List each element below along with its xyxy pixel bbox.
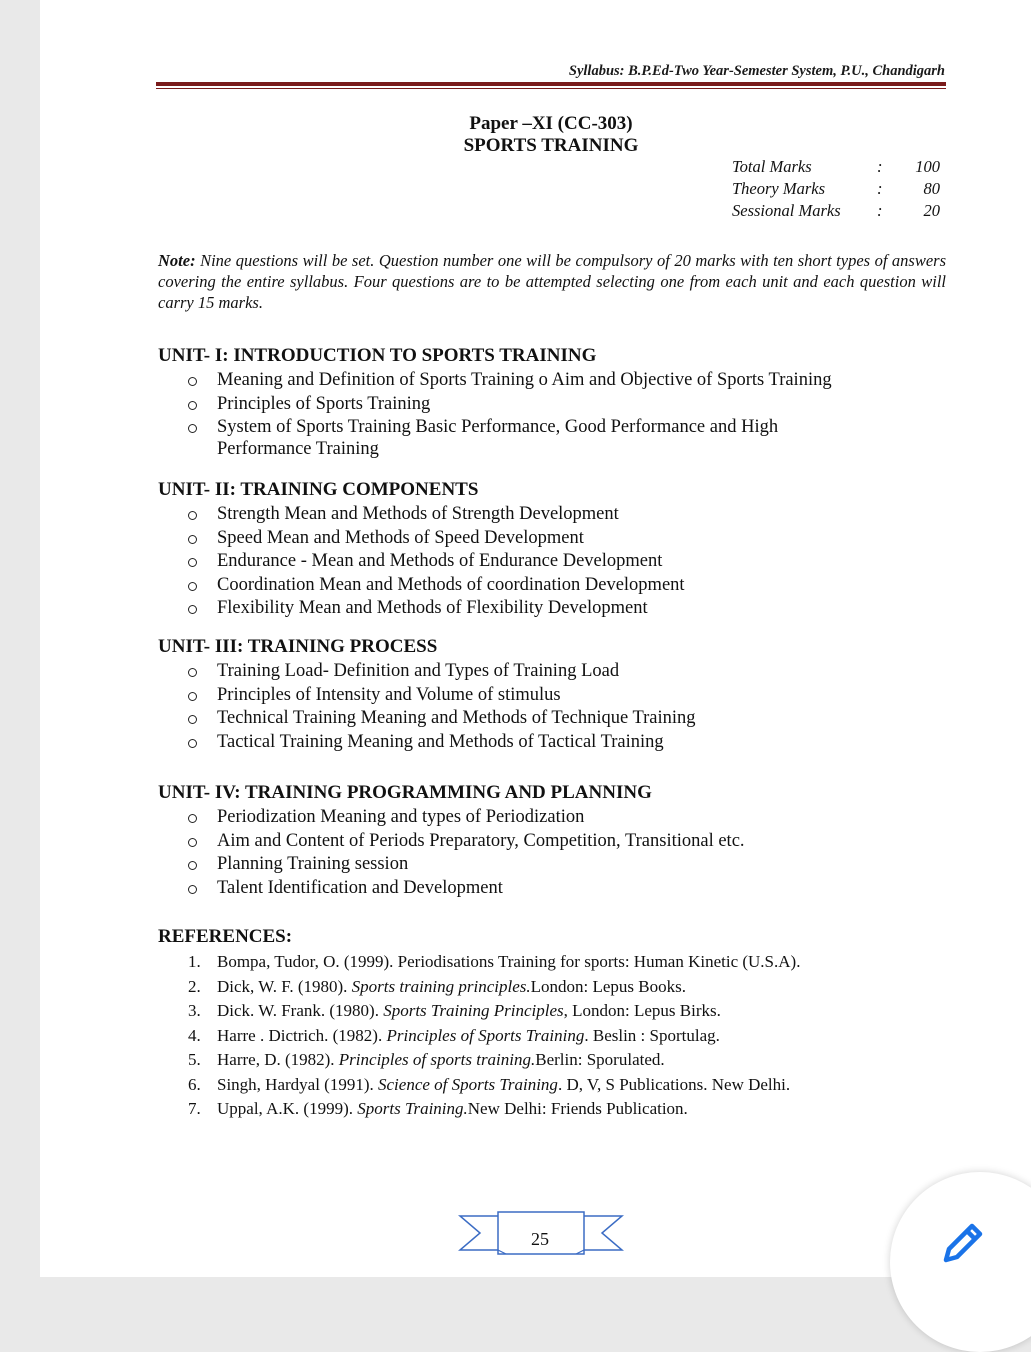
- reference-work-title: Science of Sports Training: [378, 1074, 558, 1094]
- reference-work-title: Sports training principles.: [351, 976, 531, 996]
- marks-label: Total Marks: [732, 157, 812, 176]
- circle-bullet-icon: [188, 535, 197, 544]
- unit-topic-list: [158, 369, 958, 460]
- reference-publisher: New Delhi: Friends Publication.: [467, 1099, 688, 1118]
- paper-code: Paper –XI (CC-303): [469, 113, 633, 134]
- marks-row: [732, 179, 952, 201]
- marks-separator: :: [877, 201, 883, 220]
- circle-bullet-icon: [188, 582, 197, 591]
- reference-publisher: . D, V, S Publications. New Delhi.: [557, 1074, 791, 1094]
- unit-2: [158, 479, 958, 621]
- list-item: [158, 550, 958, 572]
- exam-note: [158, 250, 946, 313]
- circle-bullet-icon: [188, 715, 197, 724]
- running-header: Syllabus: B.P.Ed-Two Year-Semester System, P.U., Chandigarh: [568, 63, 945, 79]
- reference-publisher: London: Lepus Books.: [530, 976, 686, 996]
- document-page: [40, 0, 1031, 1277]
- reference-publisher: , London: Lepus Birks.: [563, 1001, 721, 1020]
- reference-text: Bompa, Tudor, O. (1999). Periodisations Training for sports: Human Kinetic (U.S.A).: [217, 952, 801, 971]
- note-label: Note:: [158, 251, 196, 270]
- list-item: [158, 369, 958, 391]
- reference-item: [158, 1025, 958, 1047]
- circle-bullet-icon: [188, 861, 197, 870]
- reference-item: [158, 1098, 958, 1120]
- list-item: [158, 707, 958, 729]
- unit-topic-list: [158, 503, 958, 619]
- reference-item: [158, 976, 958, 998]
- topic-text: Endurance - Mean and Methods of Endurance Development: [217, 551, 663, 571]
- references-section: [158, 926, 958, 1123]
- reference-work-title: Sports Training.: [357, 1099, 468, 1118]
- circle-bullet-icon: [188, 605, 197, 614]
- marks-label: Sessional Marks: [732, 201, 841, 220]
- references-list: [158, 951, 958, 1120]
- reference-work-title: Principles of Sports Training: [386, 1025, 585, 1045]
- reference-number: 5.: [188, 1050, 201, 1069]
- circle-bullet-icon: [188, 885, 197, 894]
- circle-bullet-icon: [188, 424, 197, 433]
- marks-row: [732, 201, 952, 223]
- circle-bullet-icon: [188, 838, 197, 847]
- reference-number: 3.: [188, 1001, 201, 1020]
- unit-title: UNIT- II: TRAINING COMPONENTS: [158, 479, 479, 500]
- reference-text: Harre, D. (1982).: [217, 1050, 339, 1069]
- list-item: [158, 684, 958, 706]
- circle-bullet-icon: [188, 814, 197, 823]
- reference-number: 4.: [188, 1025, 201, 1045]
- marks-separator: :: [877, 179, 883, 198]
- topic-text: Principles of Sports Training: [217, 393, 431, 414]
- circle-bullet-icon: [188, 401, 197, 410]
- list-item: [158, 597, 958, 619]
- list-item: [158, 830, 958, 852]
- list-item: [158, 574, 958, 596]
- marks-value: 100: [915, 157, 940, 176]
- reference-number: 2.: [188, 976, 201, 996]
- list-item: [158, 660, 958, 682]
- unit-4: [158, 782, 958, 900]
- page-number: 25: [531, 1229, 549, 1249]
- circle-bullet-icon: [188, 692, 197, 701]
- note-text: Nine questions will be set. Question number one will be compulsory of 20 marks with ten short types of answers covering the entire syllabus. Four questions are to be attempted selecting one from each unit and each question will carry 15 marks.: [158, 251, 946, 312]
- topic-text: System of Sports Training Basic Performance, Good Performance and High Performance Training: [217, 417, 779, 459]
- list-item: [158, 503, 958, 525]
- unit-title: UNIT- IV: TRAINING PROGRAMMING AND PLANNING: [158, 782, 652, 803]
- circle-bullet-icon: [188, 668, 197, 677]
- marks-separator: :: [877, 157, 883, 176]
- references-title: REFERENCES:: [158, 926, 293, 947]
- topic-text: Tactical Training Meaning and Methods of Tactical Training: [217, 731, 664, 752]
- reference-work-title: Sports Training Principles: [383, 1001, 564, 1020]
- reference-number: 7.: [188, 1099, 201, 1118]
- circle-bullet-icon: [188, 739, 197, 748]
- topic-text: Flexibility Mean and Methods of Flexibility Development: [217, 598, 648, 618]
- topic-text: Technical Training Meaning and Methods of Technique Training: [217, 708, 696, 728]
- list-item: [158, 806, 958, 828]
- marks-value: 20: [923, 201, 940, 220]
- topic-text: Periodization Meaning and types of Periodization: [217, 807, 585, 827]
- topic-text: Training Load- Definition and Types of Training Load: [217, 661, 620, 681]
- unit-title: UNIT- III: TRAINING PROCESS: [158, 636, 438, 657]
- reference-text: Singh, Hardyal (1991).: [217, 1074, 379, 1094]
- unit-1: [158, 345, 958, 462]
- list-item: [158, 527, 958, 549]
- topic-text: Planning Training session: [217, 854, 409, 874]
- reference-text: Dick, W. F. (1980).: [217, 976, 352, 996]
- topic-text: Principles of Intensity and Volume of stimulus: [217, 684, 561, 705]
- unit-topic-list: [158, 806, 958, 899]
- reference-publisher: . Beslin : Sportulag.: [584, 1025, 720, 1045]
- topic-text: Aim and Content of Periods Preparatory, Competition, Transitional etc.: [217, 830, 745, 851]
- list-item: [158, 393, 958, 415]
- list-item: [158, 416, 797, 460]
- reference-number: 1.: [188, 952, 201, 971]
- circle-bullet-icon: [188, 558, 197, 567]
- list-item: [158, 731, 958, 753]
- marks-row: [732, 157, 952, 179]
- reference-text: Harre . Dictrich. (1982).: [217, 1025, 387, 1045]
- header-rule-thin: [156, 88, 946, 89]
- marks-label: Theory Marks: [732, 179, 826, 198]
- pencil-icon: [936, 1218, 988, 1270]
- reference-item: [158, 951, 958, 973]
- list-item: [158, 853, 958, 875]
- marks-value: 80: [923, 179, 940, 198]
- topic-text: Meaning and Definition of Sports Training o Aim and Objective of Sports Training: [217, 370, 832, 390]
- reference-item: [158, 1049, 958, 1071]
- reference-work-title: Principles of sports training.: [338, 1050, 536, 1069]
- topic-text: Coordination Mean and Methods of coordination Development: [217, 574, 685, 595]
- unit-title: UNIT- I: INTRODUCTION TO SPORTS TRAINING: [158, 345, 597, 366]
- list-item: [158, 877, 958, 899]
- reference-number: 6.: [188, 1074, 201, 1094]
- reference-publisher: Berlin: Sporulated.: [535, 1050, 665, 1069]
- unit-3: [158, 636, 958, 754]
- unit-topic-list: [158, 660, 958, 753]
- reference-item: [158, 1000, 958, 1022]
- marks-table: [732, 157, 952, 223]
- topic-text: Strength Mean and Methods of Strength Development: [217, 504, 619, 524]
- paper-subject: SPORTS TRAINING: [463, 135, 639, 156]
- reference-item: [158, 1074, 958, 1096]
- header-rule: [156, 82, 946, 86]
- circle-bullet-icon: [188, 377, 197, 386]
- topic-text: Talent Identification and Development: [217, 877, 503, 898]
- reference-text: Uppal, A.K. (1999).: [217, 1099, 358, 1118]
- reference-text: Dick. W. Frank. (1980).: [217, 1001, 384, 1020]
- paper-title: [356, 113, 746, 157]
- topic-text: Speed Mean and Methods of Speed Development: [217, 527, 584, 548]
- circle-bullet-icon: [188, 511, 197, 520]
